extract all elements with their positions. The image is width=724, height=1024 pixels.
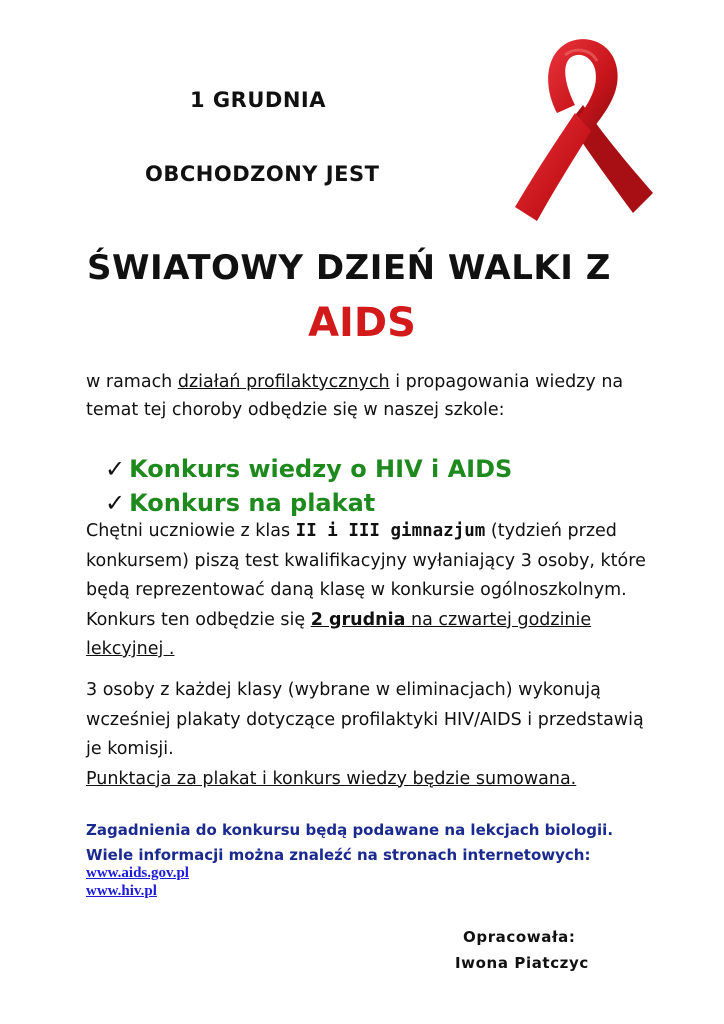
list-item: [105, 452, 512, 486]
intro-underlined: działań profilaktycznych: [177, 372, 390, 392]
heading-world-day: ŚWIATOWY DZIEŃ WALKI Z: [87, 248, 611, 288]
poster-paragraph: [86, 676, 646, 794]
p2-text: 3 osoby z każdej klasy (wybrane w eliminacjach) wykonują wcześniej plakaty dotyczące profilaktyki HIV/AIDS i przedstawią je komisji.: [86, 680, 644, 759]
heading-date: 1 GRUDNIA: [190, 88, 326, 112]
list-item-label: Konkurs na plakat: [129, 489, 376, 517]
qualification-paragraph: [86, 517, 646, 665]
contest-list: [105, 452, 512, 520]
p1-classes: II i III gimnazjum: [295, 521, 486, 541]
p1-a: Chętni uczniowie z klas: [86, 521, 296, 541]
list-item-label: Konkurs wiedzy o HIV i AIDS: [129, 455, 513, 483]
p1-e: na czwartej godzinie lekcyjnej .: [86, 609, 592, 659]
info-line-2: Wiele informacji można znaleźć na stronach internetowych:: [86, 846, 591, 864]
p1-date: 2 grudnia: [310, 609, 406, 630]
link-hiv[interactable]: www.hiv.pl: [86, 883, 157, 899]
red-ribbon-icon: [505, 35, 655, 225]
intro-text-start: w ramach: [86, 372, 178, 392]
signature-label: Opracowała:: [463, 928, 576, 946]
info-paragraph: [86, 818, 613, 868]
checkmark-icon: ✓: [105, 489, 126, 517]
checkmark-icon: ✓: [105, 455, 126, 483]
list-item: [105, 486, 512, 520]
intro-text-end: i propagowania wiedzy na temat tej choroby odbędzie się w naszej szkole:: [86, 372, 624, 420]
p2-underlined: Punktacja za plakat i konkurs wiedzy będzie sumowana.: [86, 768, 577, 789]
link-aids-gov[interactable]: www.aids.gov.pl: [86, 865, 189, 881]
info-line-1: Zagadnienia do konkursu będą podawane na lekcjach biologii.: [86, 821, 614, 839]
p1-c: (tydzień przed konkursem) piszą test kwalifikacyjny wyłaniający 3 osoby, które będą reprezentować daną klasę w konkursie ogólnoszkolnym. Konkurs ten odbędzie się: [86, 521, 646, 630]
signature-name: Iwona Piatczyc: [455, 954, 589, 972]
intro-paragraph: [86, 368, 646, 424]
heading-observed: OBCHODZONY JEST: [145, 162, 380, 186]
links-list: [86, 864, 189, 900]
heading-aids: AIDS: [308, 300, 416, 346]
